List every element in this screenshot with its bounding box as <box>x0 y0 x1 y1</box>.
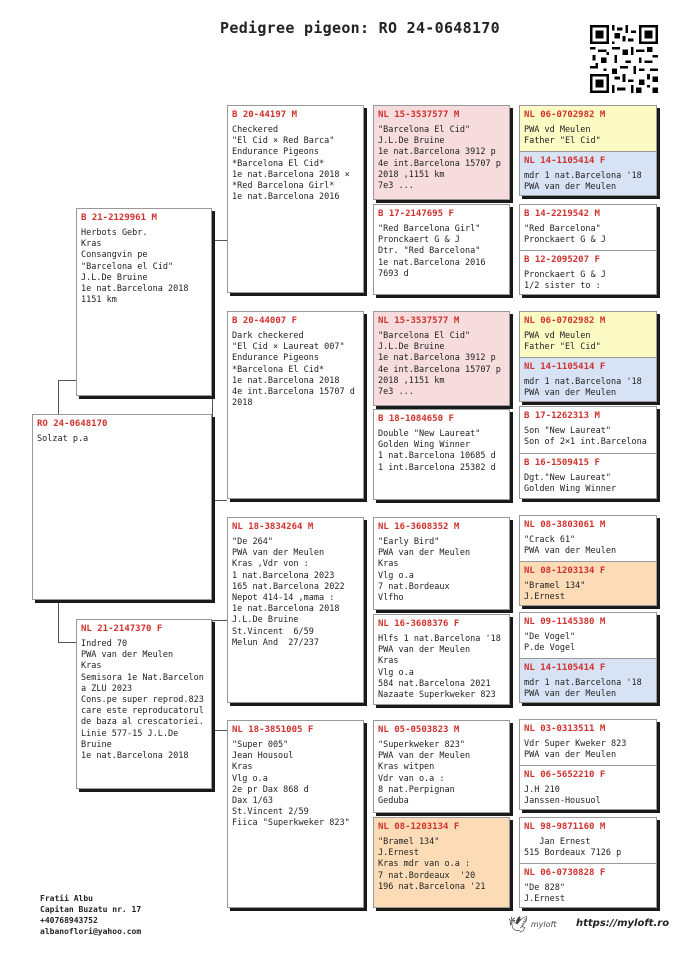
gg-grandparent-cell[interactable] <box>520 658 656 703</box>
gg-grandparents-pair <box>519 311 657 402</box>
ring-number: B 21-2129961 M <box>81 213 157 223</box>
gg-grandparents-pair <box>519 612 657 703</box>
pigeon-description: Indred 70 PWA van der Meulen Kras Semisora 1e Nat.Barcelon a ZLU 2023 Cons.pe super reprod.823 care este reproducatorul de baza al crescatoriei. Linie 577-15 J.L.De Bruine 1e nat.Barcelona 2018 <box>81 639 204 762</box>
gg-grandparents-pair <box>519 719 657 810</box>
grandparent-card[interactable] <box>227 105 364 293</box>
connector-line <box>212 620 213 730</box>
gg-grandparent-cell[interactable] <box>520 561 656 606</box>
pigeon-description: "Early Bird" PWA van der Meulen Kras Vlg o.a 7 nat.Bordeaux Vlfho <box>378 537 471 604</box>
pigeon-description: mdr 1 nat.Barcelona '18 PWA van der Meulen <box>524 171 642 193</box>
gg-grandparent-cell[interactable] <box>520 863 656 908</box>
great-grandparent-card[interactable] <box>373 409 510 500</box>
gg-grandparent-cell[interactable] <box>520 516 656 561</box>
pigeon-description: J.H 210 Janssen-Housuol <box>524 785 601 807</box>
pigeon-description: Herbots Gebr. Kras Consangvin pe "Barcelona el Cid" J.L.De Bruine 1e nat.Barcelona 2018 1151 km <box>81 228 189 306</box>
gg-grandparent-cell[interactable] <box>520 250 656 295</box>
gg-grandparent-cell[interactable] <box>520 106 656 151</box>
website-link[interactable]: https://myloft.ro <box>576 918 670 929</box>
ring-number: NL 16-3608376 F <box>378 619 460 629</box>
pigeon-description: Jan Ernest 515 Bordeaux 7126 p <box>524 837 622 859</box>
ring-number: B 20-44007 F <box>232 316 298 326</box>
gg-grandparent-cell[interactable] <box>520 205 656 250</box>
ring-number: NL 06-0730828 F <box>524 868 606 878</box>
pigeon-description: "Bramel 134" J.Ernest Kras mdr van o.a : 7 nat.Bordeaux '20 196 nat.Barcelona '21 <box>378 837 486 892</box>
ring-number: B 17-1262313 M <box>524 411 600 421</box>
pigeon-description: "De 828" J.Ernest <box>524 883 565 905</box>
pigeon-description: Pronckaert G & J 1/2 sister to : <box>524 270 606 292</box>
dam-card[interactable] <box>76 619 212 789</box>
subject-card[interactable] <box>32 414 212 600</box>
gg-grandparent-cell[interactable] <box>520 818 656 863</box>
pigeon-description: mdr 1 nat.Barcelona '18 PWA van der Meulen <box>524 377 642 399</box>
breeder-contact: Fratii Albu Capitan Buzatu nr. 17 +40768943752 albanoflori@yahoo.com <box>40 894 142 936</box>
ring-number: B 12-2095207 F <box>524 255 600 265</box>
gg-grandparent-cell[interactable] <box>520 357 656 402</box>
ring-number: B 18-1084650 F <box>378 414 454 424</box>
brand-logo <box>508 915 556 934</box>
ring-number: NL 16-3608352 M <box>378 522 460 532</box>
great-grandparent-card[interactable] <box>373 311 510 406</box>
gg-grandparent-cell[interactable] <box>520 720 656 765</box>
pigeon-description: "De 264" PWA van der Meulen Kras ,Vdr von : 1 nat.Barcelona 2023 165 nat.Barcelona 2022 Nepot 414-14 ,mama : 1e nat.Barcelona 2018 J.L.De Bruine St.Vincent 6/59 Melun And 27/237 <box>232 537 345 648</box>
pigeon-description: "Bramel 134" J.Ernest <box>524 581 586 603</box>
great-grandparent-card[interactable] <box>373 614 510 705</box>
great-grandparent-card[interactable] <box>373 720 510 813</box>
gg-grandparents-pair <box>519 406 657 499</box>
ring-number: NL 05-0503823 M <box>378 725 460 735</box>
sire-card[interactable] <box>76 208 212 396</box>
pigeon-description: Son "New Laureat" Son of 2×1 int.Barcelona <box>524 426 647 448</box>
ring-number: NL 09-1145380 M <box>524 617 606 627</box>
great-grandparent-card[interactable] <box>373 817 510 908</box>
gg-grandparent-cell[interactable] <box>520 407 656 453</box>
pigeon-description: PWA vd Meulen Father "El Cid" <box>524 331 601 353</box>
pigeon-description: Solzat p.a <box>37 434 89 444</box>
pigeon-description: "Barcelona El Cid" J.L.De Bruine 1e nat.Barcelona 3912 p 4e int.Barcelona 15707 p 2018 ,1151 km 7e3 ... <box>378 331 501 398</box>
ring-number: B 17-2147695 F <box>378 209 454 219</box>
pigeon-description: Vdr Super Kweker 823 PWA van der Meulen <box>524 739 627 761</box>
pigeon-description: PWA vd Meulen Father "El Cid" <box>524 125 601 147</box>
ring-number: NL 06-5652210 F <box>524 770 606 780</box>
brand-logo-text: myloft <box>530 920 557 929</box>
connector-line <box>58 380 59 414</box>
ring-number: NL 18-3851005 F <box>232 725 314 735</box>
pigeon-description: Dgt."New Laureat" Golden Wing Winner <box>524 473 617 495</box>
ring-number: NL 06-0702982 M <box>524 316 606 326</box>
pigeon-description: "Crack 61" PWA van der Meulen <box>524 535 617 557</box>
connector-line <box>212 240 213 500</box>
ring-number: NL 14-1105414 F <box>524 362 606 372</box>
grandparent-card[interactable] <box>227 720 364 908</box>
gg-grandparent-cell[interactable] <box>520 312 656 357</box>
great-grandparent-card[interactable] <box>373 105 510 200</box>
connector-line <box>212 240 227 241</box>
connector-line <box>58 642 76 643</box>
ring-number: NL 98-9871160 M <box>524 822 606 832</box>
pigeon-description: mdr 1 nat.Barcelona '18 PWA van der Meulen <box>524 678 642 700</box>
ring-number: NL 14-1105414 F <box>524 663 606 673</box>
pigeon-description: "Super 005" Jean Housoul Kras Vlg o.a 2e pr Dax 868 d Dax 1/63 St.Vincent 2/59 Fiica "Superkweker 823" <box>232 740 350 829</box>
ring-number: NL 03-0313511 M <box>524 724 606 734</box>
gg-grandparents-pair <box>519 204 657 295</box>
grandparent-card[interactable] <box>227 311 364 499</box>
connector-line <box>58 380 76 381</box>
pigeon-description: "Red Barcelona" Pronckaert G & J <box>524 224 606 246</box>
ring-number: NL 08-3803061 M <box>524 520 606 530</box>
ring-number: NL 15-3537577 M <box>378 110 460 120</box>
ring-number: B 20-44197 M <box>232 110 298 120</box>
page-title: Pedigree pigeon: RO 24-0648170 <box>220 19 500 37</box>
ring-number: NL 21-2147370 F <box>81 624 163 634</box>
grandparent-card[interactable] <box>227 517 364 703</box>
connector-line <box>212 620 227 621</box>
qr-code-icon <box>590 25 658 93</box>
gg-grandparent-cell[interactable] <box>520 453 656 499</box>
gg-grandparents-pair <box>519 105 657 196</box>
ring-number: B 14-2219542 M <box>524 209 600 219</box>
ring-number: NL 14-1105414 F <box>524 156 606 166</box>
connector-line <box>212 500 227 501</box>
ring-number: NL 08-1203134 F <box>378 822 460 832</box>
gg-grandparent-cell[interactable] <box>520 765 656 810</box>
ring-number: RO 24-0648170 <box>37 419 108 429</box>
pigeon-description: "Barcelona El Cid" J.L.De Bruine 1e nat.Barcelona 3912 p 4e int.Barcelona 15707 p 2018 ,1151 km 7e3 ... <box>378 125 501 192</box>
connector-line <box>212 730 227 731</box>
pigeon-description: "Superkweker 823" PWA van der Meulen Kras witpen Vdr van o.a : 8 nat.Perpignan Geduba <box>378 740 471 807</box>
great-grandparent-card[interactable] <box>373 204 510 295</box>
ring-number: NL 18-3834264 M <box>232 522 314 532</box>
gg-grandparents-pair <box>519 817 657 908</box>
pigeon-description: "Red Barcelona Girl" Pronckaert G & J Dtr. "Red Barcelona" 1e nat.Barcelona 2016 7693 d <box>378 224 486 279</box>
pigeon-description: Dark checkered "El Cid × Laureat 007" Endurance Pigeons *Barcelona El Cid* 1e nat.Barcelona 2018 4e int.Barcelona 15707 d 2018 <box>232 331 355 409</box>
great-grandparent-card[interactable] <box>373 517 510 610</box>
ring-number: NL 15-3537577 M <box>378 316 460 326</box>
pigeon-logo-icon: 🕊 <box>508 915 529 934</box>
pigeon-description: Double "New Laureat" Golden Wing Winner 1 nat.Barcelona 10685 d 1 int.Barcelona 25382 d <box>378 429 496 473</box>
ring-number: B 16-1509415 F <box>524 458 600 468</box>
ring-number: NL 06-0702982 M <box>524 110 606 120</box>
gg-grandparent-cell[interactable] <box>520 151 656 196</box>
pigeon-description: Checkered "El Cid × Red Barca" Endurance Pigeons *Barcelona El Cid* 1e nat.Barcelona 2018 × *Red Barcelona Girl* 1e nat.Barcelona 2016 <box>232 125 350 203</box>
pigeon-description: "De Vogel" P.de Vogel <box>524 632 576 654</box>
gg-grandparent-cell[interactable] <box>520 613 656 658</box>
gg-grandparents-pair <box>519 515 657 606</box>
pigeon-description: Hlfs 1 nat.Barcelona '18 PWA van der Meulen Kras Vlg o.a 584 nat.Barcelona 2021 Nazaate Superkweker 823 <box>378 634 501 701</box>
connector-line <box>58 600 59 642</box>
ring-number: NL 08-1203134 F <box>524 566 606 576</box>
